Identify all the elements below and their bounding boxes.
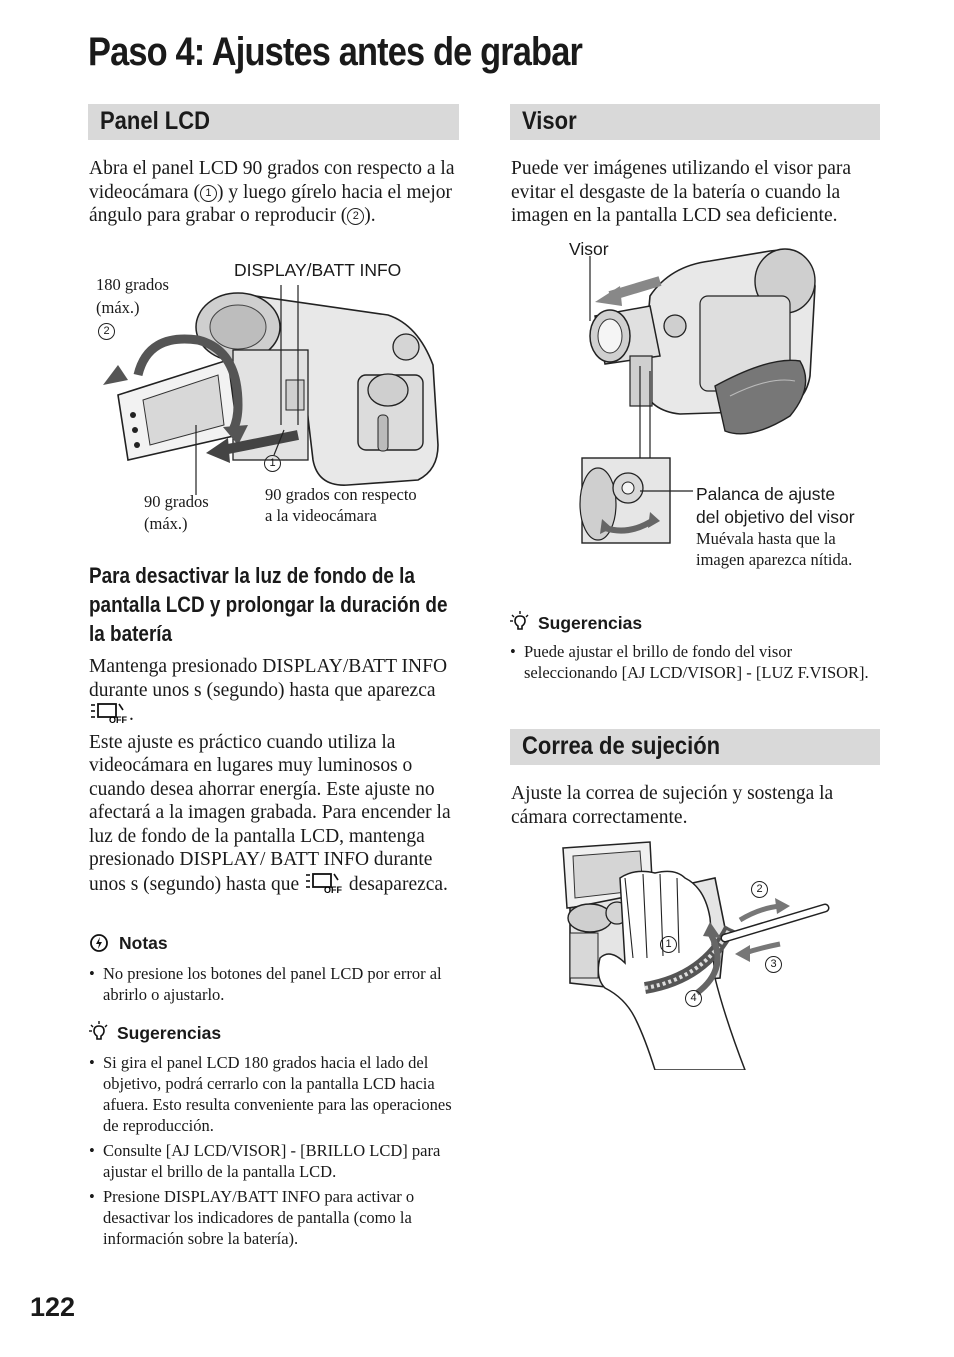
marker-2: 2	[98, 323, 115, 340]
list-item: • Si gira el panel LCD 180 grados hacia el lado del objetivo, podrá cerrarlo con la pantalla LCD hacia afuera. Esto resulta conveniente para las operaciones de reproducción.	[89, 1052, 459, 1136]
list-item: • Presione DISPLAY/BATT INFO para activar o desactivar los indicadores de pantalla (como la información sobre la batería).	[89, 1186, 459, 1249]
label-180-degrees: 180 grados	[96, 275, 169, 294]
marker-2: 2	[751, 881, 768, 898]
label-lever-2: del objetivo del visor	[696, 507, 855, 527]
section-header-correa	[510, 729, 880, 765]
tips-list	[89, 1052, 459, 1253]
list-item: • No presione los botones del panel LCD por error al abrirlo o ajustarlo.	[89, 963, 459, 1005]
visor-intro: Puede ver imágenes utilizando el visor para evitar el desgaste de la batería o cuando la imagen en la pantalla LCD sea deficiente.	[511, 158, 852, 226]
icon-off-text: OFF	[109, 715, 127, 724]
circled-number-2: 2	[347, 208, 364, 225]
panel-lcd-intro	[89, 157, 457, 228]
label-180-max: (máx.)	[96, 298, 140, 317]
notes-header	[89, 933, 168, 958]
list-item: • Puede ajustar el brillo de fondo del visor seleccionando [AJ LCD/VISOR] - [LUZ F.VISOR].	[510, 641, 880, 683]
label-90-camera-1: 90 grados con respecto	[265, 485, 417, 504]
lcd-backlight-off-icon	[89, 702, 129, 731]
marker-3: 3	[765, 956, 782, 973]
para-2b: desaparezca.	[348, 873, 448, 895]
label-move-instruction: Muévala hasta que la imagen aparezca nítida.	[696, 529, 853, 569]
backlight-paragraph	[89, 655, 459, 900]
lcd-panel-figure	[88, 255, 460, 540]
grip-belt-illustration	[555, 838, 845, 1070]
label-90-camera-2: a la videocámara	[265, 506, 377, 525]
page-title: Paso 4: Ajustes antes de grabar	[88, 30, 583, 74]
section-title: Visor	[522, 107, 577, 135]
circled-number-1: 1	[200, 185, 217, 202]
intro-text-2: ) y luego gírelo hacia el mejor ángulo para grabar o reproducir (	[89, 181, 452, 226]
section-title: Panel LCD	[100, 107, 211, 135]
list-item: • Consulte [AJ LCD/VISOR] - [BRILLO LCD] para ajustar el brillo de la pantalla LCD.	[89, 1140, 459, 1182]
marker-1: 1	[264, 455, 281, 472]
page-number: 122	[30, 1292, 76, 1322]
section-title: Correa de sujeción	[522, 732, 721, 760]
marker-1: 1	[660, 936, 677, 953]
para-2a: Este ajuste es práctico cuando utiliza la videocámara en lugares muy luminosos o cuando desea ahorrar energía. Este ajuste no afectará a la imagen grabada. Para encender la luz de fondo de la pantalla LCD, mantenga presionado DISPLAY/ BATT INFO durante unos s (segundo) hasta que	[89, 731, 451, 895]
tips-header	[510, 611, 642, 638]
marker-4: 4	[685, 990, 702, 1007]
section-header-panel-lcd	[88, 104, 459, 140]
tips-bulb-icon	[510, 611, 530, 638]
intro-text-3: ).	[364, 205, 376, 226]
subheading-backlight: Para desactivar la luz de fondo de la pantalla LCD y prolongar la duración de la batería	[89, 563, 448, 646]
tips-title: Sugerencias	[538, 613, 643, 633]
label-lever-1: Palanca de ajuste	[696, 484, 836, 504]
visor-tips-list	[510, 641, 880, 687]
correa-intro: Ajuste la correa de sujeción y sostenga la cámara correctamente.	[511, 783, 834, 828]
label-90-degrees: 90 grados	[144, 492, 209, 511]
tips-title: Sugerencias	[117, 1023, 222, 1043]
viewfinder-figure	[510, 236, 880, 598]
para-1b: .	[129, 704, 134, 725]
section-header-visor	[510, 104, 880, 140]
label-display-batt-info: DISPLAY/BATT INFO	[234, 260, 402, 280]
icon-off-text: OFF	[324, 884, 343, 894]
lcd-backlight-off-icon	[304, 872, 344, 901]
label-90-max: (máx.)	[144, 514, 188, 533]
label-visor: Visor	[569, 239, 609, 259]
notes-list	[89, 963, 459, 1009]
grip-belt-figure	[555, 838, 845, 1070]
notes-icon	[89, 933, 109, 958]
para-1a: Mantenga presionado DISPLAY/BATT INFO durante unos s (segundo) hasta que aparezca	[89, 656, 448, 701]
intro-text-1: Abra el panel LCD 90 grados con respecto a la videocámara (	[89, 158, 455, 203]
tips-bulb-icon	[89, 1021, 109, 1048]
notes-title: Notas	[119, 933, 168, 953]
tips-header	[89, 1021, 221, 1048]
